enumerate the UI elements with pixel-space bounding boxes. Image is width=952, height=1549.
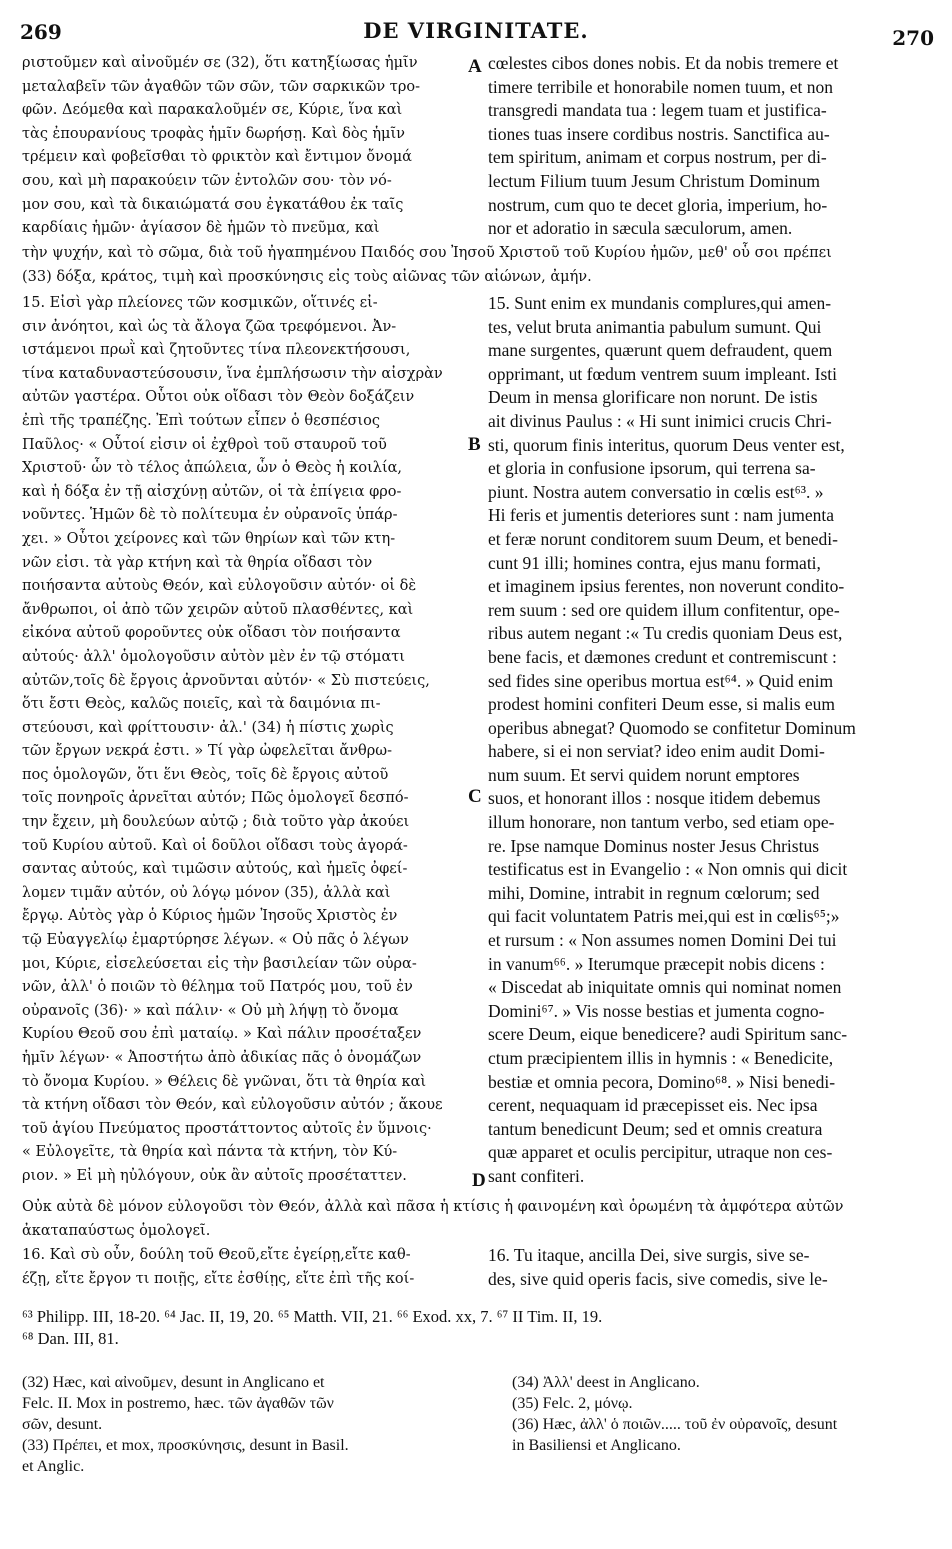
latin-text-line: cunt 91 illi; homines contra, ejus manu formati,	[488, 552, 821, 573]
latin-text-line: cerent, nequaquam id præcepisset eis. Nec ipsa	[488, 1095, 818, 1116]
greek-text-line: ιστάμενοι πρωῒ καὶ ζητοῦντες τίνα πλεονεκτήσουσι,	[22, 342, 411, 359]
latin-text-line: tes, velut bruta animantia pabulum sumunt. Qui	[488, 316, 822, 337]
greek-text-line: μοι, Κύριε, εἰσελεύσεται εἰς τὴν βασιλείαν τῶν οὐρα-	[22, 955, 417, 972]
greek-text-line: νῶν, ἀλλ' ὁ ποιῶν τὸ θέλημα τοῦ Πατρός μου, τοῦ ἐν	[22, 979, 413, 996]
latin-text-line: timere terribile et honorabile nomen tuum, et non	[488, 76, 834, 97]
greek-text-line: τὰς ἐπουρανίους τροφὰς ἡμῖν δωρήσῃ. Καὶ δὸς ἡμῖν	[22, 125, 405, 142]
margin-letter-a: A	[468, 56, 482, 77]
top-greek-column	[22, 52, 468, 241]
latin-column	[488, 292, 934, 1189]
latin-text-line: qui facit voluntatem Patris mei,qui est in cœlis⁶⁵;»	[488, 906, 840, 927]
latin-text-line: 15. Sunt enim ex mundanis complures,qui amen-	[488, 293, 832, 313]
latin-text-line: re. Ipse namque Dominus noster Jesus Christus	[488, 835, 820, 856]
footnote-line: ⁶⁸ Dan. III, 81.	[22, 1329, 119, 1348]
latin-text-line: « Discedat ab iniquitate omnis qui nominat nomen	[488, 977, 842, 998]
greek-text-line: τὴν ψυχήν, καὶ τὸ σῶμα, διὰ τοῦ ἠγαπημένου Παιδός σου Ἰησοῦ Χριστοῦ τοῦ Κυρίου ἡμῶν, μεθ' οὗ σοι πρέπει	[22, 245, 832, 261]
latin-text-line: nostrum, cum quo te decet gloria, imperium, ho-	[488, 194, 828, 215]
latin-text-line: opprimant, ut fœdum ventrem suum impleant. Isti	[488, 363, 837, 384]
latin-text-line: nor et adoratio in sæcula sæculorum, amen.	[488, 218, 793, 239]
greek-text-line: τὸ ὄνομα Κυρίου. » Θέλεις δὲ γνῶναι, ὅτι τὰ θηρία καὶ	[22, 1073, 427, 1090]
latin-text-line: 16. Tu itaque, ancilla Dei, sive surgis, sive se-	[488, 1245, 810, 1265]
margin-letter-b: B	[468, 434, 481, 455]
greek-text-line: τοῦ Κυρίου αὐτοῦ. Καὶ οἱ δοῦλοι οἴδασι τοὺς ἀγορά-	[22, 837, 408, 854]
latin-text-line: ribus autem negant :« Tu credis quoniam Deus est,	[488, 623, 843, 644]
latin-text-line: piunt. Nostra autem conversatio in cœlis est⁶³. »	[488, 481, 824, 502]
greek-text-line: μεταλαβεῖν τῶν ἀγαθῶν τῶν σῶν, τῶν σαρκικῶν τρο-	[22, 78, 420, 95]
latin-text-line: illum honorare, non tantum verbo, sed etiam ope-	[488, 812, 835, 833]
page-number-left: 269	[20, 20, 62, 44]
greek-text-line: πος ὁμολογῶν, ὅτι ἕνι Θεὸς, τοῖς δὲ ἔργοις αὐτοῦ	[22, 766, 389, 783]
latin-text-line: sti, quorum finis interitus, quorum Deus venter est,	[488, 434, 845, 455]
latin-text-line: cœlestes cibos dones nobis. Et da nobis tremere et	[488, 53, 839, 73]
latin-text-line: des, sive quid operis facis, sive comedis, sive le-	[488, 1268, 828, 1289]
greek-text-line: σιν ἀνόητοι, καὶ ὡς τὰ ἄλογα ζῶα τρεφόμενοι. Ἀν-	[22, 318, 397, 335]
variant-note-line: (36) Hæc, ἀλλ' ὁ ποιῶν..... τοῦ ἐν οὐρανοῖς, desunt	[512, 1416, 838, 1433]
greek-text-line: τοῖς πονηροῖς ἀρνεῖται αὐτόν; Πῶς ὁμολογεῖ δεσπό-	[22, 790, 409, 807]
greek-text-line: μον σου, καὶ τὰ δικαιώματά σου ἐγκατάθου ἐκ ταῖς	[22, 196, 404, 213]
latin-text-line: transgredi mandata tua : legem tuam et justifica-	[488, 100, 827, 121]
greek-text-line: Παῦλος· « Οὗτοί εἰσιν οἱ ἐχθροὶ τοῦ σταυροῦ τοῦ	[22, 436, 387, 453]
footnote-line: ⁶³ Philipp. III, 18-20. ⁶⁴ Jac. II, 19, 20. ⁶⁵ Matth. VII, 21. ⁶⁶ Exod. xx, 7. ⁶⁷ II Tim. II, 19.	[22, 1307, 603, 1326]
latin-text-line: et imaginem ipsius ferentes, non noverunt condito-	[488, 576, 845, 597]
greek-text-line: Οὐκ αὐτὰ δὲ μόνον εὐλογοῦσι τὸν Θεόν, ἀλλὰ καὶ πᾶσα ἡ κτίσις ἡ φαινομένη καὶ ὁρωμένη τὰ ἀμφότερα αὐτῶν	[22, 1199, 844, 1215]
greek-text-line: Κυρίου Θεοῦ σου ἐπὶ ματαίῳ. » Καὶ πάλιν προσέταξεν	[22, 1026, 422, 1043]
greek-text-line: ἡμῖν λέγων· « Ἀποστήτω ἀπὸ ἀδικίας πᾶς ὁ ὀνομάζων	[22, 1050, 422, 1066]
full-width-greek-2	[22, 1196, 934, 1243]
greek-text-line: (33) δόξα, κράτος, τιμὴ καὶ προσκύνησις εἰς τοὺς αἰῶνας τῶν αἰώνων, ἀμήν.	[22, 268, 592, 285]
full-width-greek-1	[22, 242, 934, 289]
latin-text-line: mane surgentes, quærunt quem defraudent, quem	[488, 340, 833, 361]
greek-text-line: ποιήσαντα αὐτοὺς Θεόν, καὶ εὐλογοῦσιν αὐτόν· οἱ δὲ	[22, 578, 417, 595]
latin-text-line: suos, et honorant illos : nosque itidem debemus	[488, 788, 821, 809]
variant-note-line: σῶν, desunt.	[22, 1416, 103, 1433]
latin-text-line: mihi, Domine, intrabit in regnum cœlorum; sed	[488, 882, 820, 903]
greek-text-line: έζῃ, εἴτε ἔργον τι ποιῇς, εἴτε ἐσθίῃς, εἴτε ἐπὶ τῆς κοί-	[22, 1270, 415, 1287]
greek-text-line: σαντας αὐτούς, καὶ τιμῶσιν αὐτούς, καὶ ἡμεῖς ὀφεί-	[22, 861, 408, 878]
footnotes	[22, 1306, 934, 1350]
greek-text-line: ὅτι ἔστι Θεὸς, καλῶς ποιεῖς, καὶ τὰ δαιμόνια πι-	[22, 696, 381, 713]
latin-text-line: quæ apparet et oculis percipitur, utraque non ces-	[488, 1142, 833, 1163]
greek-text-line: εἰκόνα αὐτοῦ φοροῦντες οὐκ οἴδασι τὸν ποιήσαντα	[22, 625, 401, 642]
greek-text-line: τρέμειν καὶ φοβεῖσθαι τὸ φρικτὸν καὶ ἔντιμον ὄνομά	[22, 149, 412, 166]
margin-letter-d: D	[472, 1170, 486, 1191]
latin-text-line: prodest homini confiteri Deum esse, si malis eum	[488, 694, 836, 715]
latin-text-line: rem suum : sed ore quidem illum confitentur, ope-	[488, 599, 840, 620]
latin-text-line: tem spiritum, animam et corpus nostrum, per di-	[488, 147, 827, 168]
margin-letter-c: C	[468, 786, 482, 807]
greek-text-line: καρδίαις ἡμῶν· ἁγίασον δὲ ἡμῶν τὸ πνεῦμα, καὶ	[22, 220, 380, 237]
latin-text-line: bestiæ et omnia pecora, Domino⁶⁸. » Nisi benedi-	[488, 1071, 836, 1092]
greek-text-line: στεύουσι, καὶ φρίττουσιν· ἀλ.' (34) ἡ πίστις χωρὶς	[22, 719, 394, 736]
greek-text-line: νοῦντες. Ἡμῶν δὲ τὸ πολίτευμα ἐν οὐρανοῖς ὑπάρ-	[22, 507, 398, 524]
greek-text-line: την ἔχειν, μὴ δουλεύων αὐτῷ ; διὰ τοῦτο γὰρ ἀκούει	[22, 814, 410, 831]
latin-text-line: bene facis, et dæmones credunt et contremiscunt :	[488, 646, 837, 667]
greek-text-line: ριον. » Εἰ μὴ ηὐλόγουν, οὐκ ἂν αὐτοῖς προσέταττεν.	[22, 1167, 407, 1184]
variant-note-line: (33) Πρέπει, et mox, προσκύνησις, desunt in Basil.	[22, 1437, 349, 1454]
latin-text-line: Domini⁶⁷. » Vis nosse bestias et jumenta cogno-	[488, 1000, 825, 1021]
greek-text-line: αὐτούς· ἀλλ' ὁμολογοῦσιν αὐτὸν μὲν ἐν τῷ στόματι	[22, 648, 405, 665]
running-header	[0, 16, 952, 50]
page-title: DE VIRGINITATE.	[363, 18, 589, 43]
greek-column	[22, 292, 468, 1189]
greek-text-line: αὐτῶν,τοῖς δὲ ἔργοις ἀρνοῦνται αὐτόν· « Σὺ πιστεύεις,	[22, 672, 430, 689]
latin-text-line: operibus abnegat? Quomodo se confitetur Dominum	[488, 717, 856, 738]
latin-text-line: testificatus est in Evangelio : « Non omnis qui dicit	[488, 859, 848, 880]
latin-text-line: in vanum⁶⁶. » Iterumque præcepit nobis dicens :	[488, 953, 825, 974]
greek-text-line: 15. Εἰσὶ γὰρ πλείονες τῶν κοσμικῶν, οἵτινές εἰ-	[22, 295, 378, 311]
greek-text-line: ἄνθρωποι, οἱ ἀπὸ τῶν χειρῶν αὐτοῦ πλασθέντες, καὶ	[22, 601, 414, 618]
greek-text-line: οὐρανοῖς (36)· » καὶ πάλιν· « Οὐ μὴ λήψῃ τὸ ὄνομα	[22, 1002, 399, 1019]
greek-text-line: νῶν εἰσι. τὰ γὰρ κτήνη καὶ τὰ θηρία οἴδασι τὸν	[22, 554, 373, 571]
bottom-greek-column	[22, 1244, 468, 1291]
latin-text-line: Deum in mensa glorificare non norunt. De istis	[488, 387, 818, 408]
greek-text-line: 16. Καὶ σὺ οὖν, δούλη τοῦ Θεοῦ,εἴτε ἐγείρῃ,εἴτε καθ-	[22, 1247, 411, 1263]
greek-text-line: καὶ ἡ δόξα ἐν τῇ αἰσχύνῃ αὐτῶν, οἱ τὰ ἐπίγεια φρο-	[22, 483, 402, 500]
bottom-latin-column	[488, 1244, 934, 1291]
greek-text-line: τῷ Εὐαγγελίῳ ἐμαρτύρησε λέγων. « Οὐ πᾶς ὁ λέγων	[22, 932, 409, 949]
greek-text-line: τίνα καταδυναστεύσουσιν, ἵνα ἐμπλήσωσιν τὴν αἰσχρὰν	[22, 365, 443, 382]
variant-note-line: (35) Felc. 2, μόνῳ.	[512, 1395, 633, 1412]
greek-text-line: χει. » Οὗτοι χείρονες καὶ τῶν θηρίων καὶ τῶν κτη-	[22, 530, 396, 547]
greek-text-line: τῶν ἔργων νεκρά ἐστι. » Τί γὰρ ὠφελεῖται ἄνθρω-	[22, 743, 393, 760]
latin-text-line: habere, si ei non serviat? ideo enim audit Domi-	[488, 741, 825, 762]
greek-text-line: αὐτῶν γαστέρα. Οὗτοι οὐκ οἴδασι τὸν Θεὸν δοξάζειν	[22, 389, 415, 406]
greek-text-line: ἀκαταπαύστως ὁμολογεῖ.	[22, 1222, 211, 1239]
latin-text-line: tiones tuas insere cordibus nostris. Sanctifica au-	[488, 123, 830, 144]
variant-note-line: (32) Hæc, καὶ αἰνοῦμεν, desunt in Anglicano et	[22, 1374, 325, 1391]
greek-text-line: τοῦ ἁγίου Πνεύματος προστάττοντος αὐτοῖς ἐν ὕμνοις·	[22, 1120, 432, 1137]
page-number-right: 270	[892, 26, 934, 50]
latin-text-line: scere Deum, eique benedicere? audi Spiritum sanc-	[488, 1024, 848, 1045]
greek-text-line: ἐπὶ τῆς τραπέζης. Ἐπὶ τούτων εἶπεν ὁ θεσπέσιος	[22, 412, 380, 429]
latin-text-line: et rursum : « Non assumes nomen Domini Dei tui	[488, 930, 837, 951]
variant-note-line: Felc. II. Mox in postremo, hæc. τῶν ἀγαθῶν τῶν	[22, 1395, 334, 1412]
greek-text-line: « Εὐλογεῖτε, τὰ θηρία καὶ πάντα τὰ κτήνη, τὸν Κύ-	[22, 1144, 398, 1161]
latin-text-line: tantum benedicunt Deum; sed et omnis creatura	[488, 1118, 823, 1139]
variant-note-line: et Anglic.	[22, 1458, 85, 1475]
greek-text-line: τὰ κτήνη οἴδασι τὸν Θεόν, καὶ εὐλογοῦσιν αὐτόν ; ἄκουε	[22, 1097, 443, 1114]
greek-text-line: λομεν τιμᾶν αὐτόν, οὐ λόγῳ μόνον (35), ἀλλὰ καὶ	[22, 884, 391, 901]
latin-text-line: lectum Filium tuum Jesum Christum Dominum	[488, 170, 821, 191]
greek-text-line: φῶν. Δεόμεθα καὶ παρακαλοῦμέν σε, Κύριε, ἵνα καὶ	[22, 102, 403, 119]
latin-text-line: Hi feris et jumentis deteriores sunt : nam jumenta	[488, 505, 835, 526]
greek-text-line: Χριστοῦ· ὧν τὸ τέλος ἀπώλεια, ὧν ὁ Θεὸς ἡ κοιλία,	[22, 460, 403, 477]
latin-text-line: ctum præcipientem illis in hymnis : « Benedicite,	[488, 1048, 834, 1068]
top-latin-column	[488, 52, 934, 241]
variant-note-line: in Basiliensi et Anglicano.	[512, 1437, 681, 1454]
variant-notes-right	[512, 1372, 942, 1456]
latin-text-line: sed fides sine operibus mortua est⁶⁴. » Quid enim	[488, 670, 834, 691]
variant-notes-left	[22, 1372, 462, 1477]
latin-text-line: et feræ norunt conditorem suum Deum, et benedi-	[488, 528, 838, 549]
latin-text-line: ait divinus Paulus : « Hi sunt inimici crucis Chri-	[488, 410, 832, 431]
latin-text-line: et gloria in confusione ipsorum, qui terrena sa-	[488, 458, 816, 479]
greek-text-line: σου, καὶ μὴ παρακούειν τῶν ἐντολῶν σου· τὸν νό-	[22, 172, 392, 189]
latin-text-line: num suum. Et servi quidem norunt emptores	[488, 764, 800, 785]
greek-text-line: ριστοῦμεν καὶ αἰνοῦμέν σε (32), ὅτι κατηξίωσας ἡμῖν	[22, 55, 418, 71]
variant-note-line: (34) Ἀλλ' deest in Anglicano.	[512, 1374, 700, 1391]
latin-text-line: sant confiteri.	[488, 1165, 585, 1186]
greek-text-line: ἔργῳ. Αὐτὸς γὰρ ὁ Κύριος ἡμῶν Ἰησοῦς Χριστὸς ἐν	[22, 908, 398, 925]
